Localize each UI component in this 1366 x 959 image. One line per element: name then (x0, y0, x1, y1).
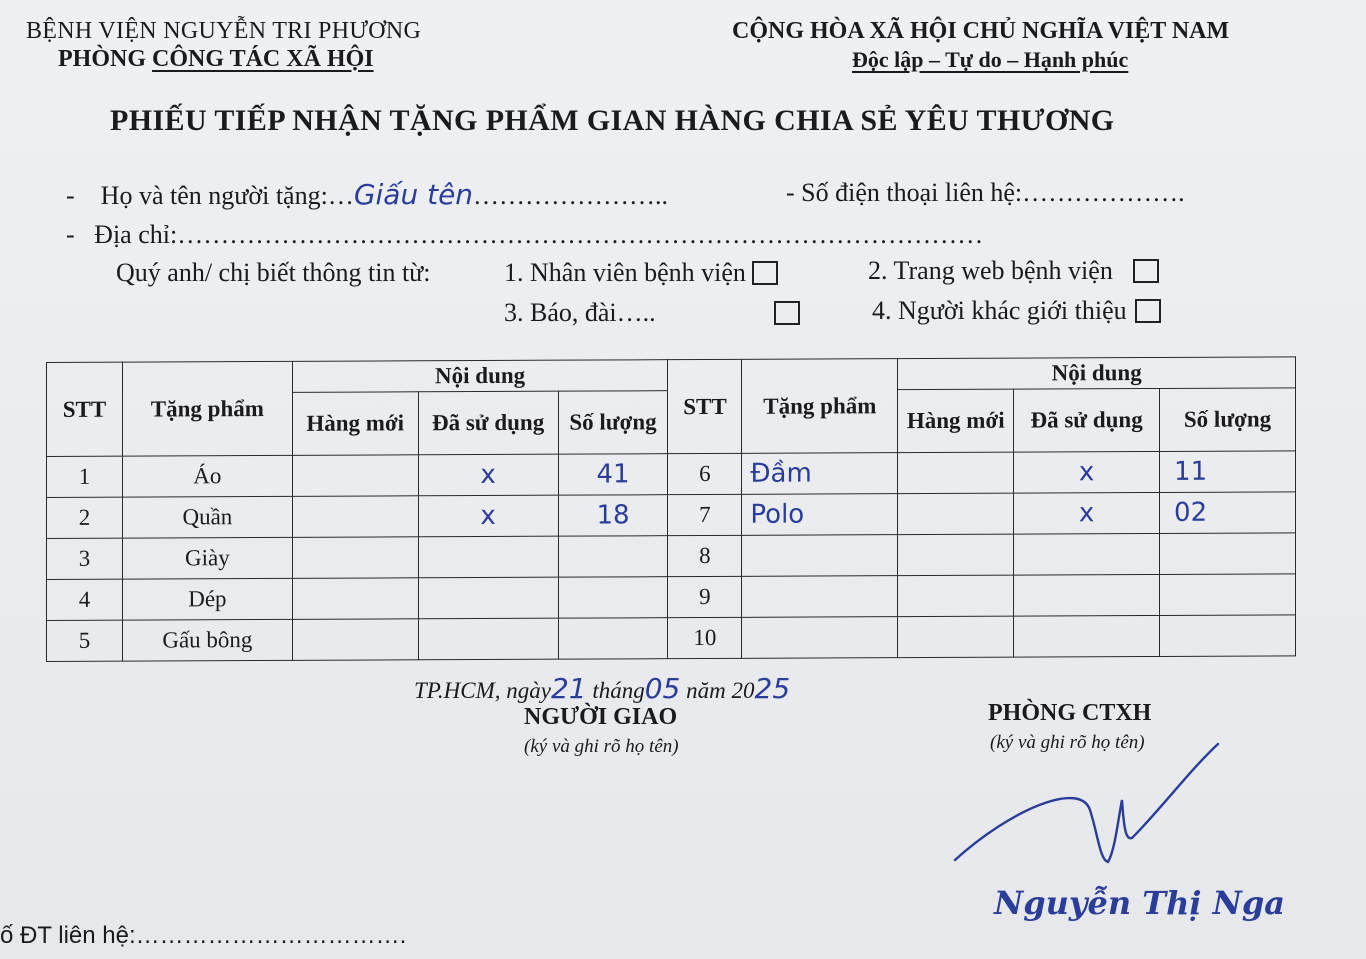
table-row (47, 451, 1296, 498)
new-cell (898, 575, 1014, 617)
office-subtitle: (ký và ghi rõ họ tên) (990, 732, 1145, 753)
used-cell: x (1014, 451, 1160, 493)
used-cell: x (418, 454, 558, 496)
item-header: Tặng phẩm (742, 359, 898, 454)
dots: ………………….. (473, 181, 669, 210)
date-year-label: năm 20 (686, 678, 755, 703)
bullet: - (66, 220, 95, 249)
used-cell (1014, 615, 1160, 657)
item-cell: Polo (742, 494, 898, 536)
stt-cell: 6 (668, 453, 742, 494)
stt-header: STT (47, 362, 123, 456)
phone-label: - Số điện thoại liên hệ: (786, 178, 1023, 207)
used-cell (418, 536, 558, 578)
giver-title: NGƯỜI GIAO (524, 704, 678, 730)
table-row (47, 492, 1296, 539)
date-month-label: tháng (592, 678, 645, 703)
option-3 (504, 298, 800, 328)
donor-name-label: Họ và tên người tặng: (100, 181, 328, 210)
address-line (66, 220, 983, 250)
item-cell: Đầm (742, 453, 898, 495)
new-header: Hàng mới (292, 392, 418, 456)
content-header: Nội dung (292, 360, 668, 393)
bullet: - (66, 181, 95, 210)
date-day: 21 (550, 672, 587, 705)
qty-cell (558, 577, 668, 618)
stt-cell: 1 (47, 456, 123, 497)
new-cell (898, 493, 1014, 535)
option-1-label: 1. Nhân viên bệnh viện (504, 258, 746, 287)
stt-cell: 10 (668, 617, 742, 658)
qty-cell: 41 (558, 454, 668, 495)
motto-text: Độc lập – Tự do – Hạnh phúc (852, 47, 1129, 72)
stt-cell: 3 (47, 538, 123, 579)
option-2-checkbox[interactable] (1133, 259, 1159, 283)
used-cell (418, 618, 558, 660)
item-cell: Gấu bông (122, 619, 292, 661)
qty-cell: 02 (1160, 492, 1296, 534)
qty-header: Số lượng (1160, 388, 1296, 452)
date-place: TP.HCM, ngày (414, 678, 551, 703)
new-cell (292, 619, 418, 661)
donor-name-line (66, 178, 668, 211)
stt-cell: 5 (47, 620, 123, 661)
dots: ………………………………………………………………………………… (177, 220, 984, 249)
content-header: Nội dung (898, 357, 1296, 390)
stt-cell: 9 (668, 576, 742, 617)
option-4 (872, 296, 1161, 326)
item-cell: Quần (122, 496, 292, 538)
item-cell (742, 576, 898, 618)
table-row (47, 533, 1296, 580)
hospital-name: BỆNH VIỆN NGUYỄN TRI PHƯƠNG (26, 18, 422, 44)
used-cell (418, 577, 558, 619)
qty-cell: 11 (1160, 451, 1296, 493)
stt-cell: 4 (47, 579, 123, 620)
qty-cell (558, 536, 668, 577)
option-1 (504, 258, 778, 288)
date-year-suffix: 25 (754, 672, 791, 705)
option-4-label: 4. Người khác giới thiệu (872, 296, 1127, 325)
phone-line (786, 178, 1185, 208)
item-cell: Dép (122, 578, 292, 620)
option-3-label: 3. Báo, đài….. (504, 298, 656, 327)
option-1-checkbox[interactable] (752, 261, 778, 285)
new-cell (292, 496, 418, 538)
country-name: CỘNG HÒA XÃ HỘI CHỦ NGHĨA VIỆT NAM (732, 18, 1230, 44)
department-label: CÔNG TÁC XÃ HỘI (152, 46, 374, 72)
donation-table (46, 356, 1296, 662)
item-cell: Áo (122, 455, 292, 497)
department-prefix: PHÒNG (58, 46, 146, 72)
stt-cell: 8 (668, 535, 742, 576)
new-cell (292, 578, 418, 620)
used-cell: x (418, 495, 558, 537)
qty-header: Số lượng (558, 391, 668, 454)
used-header: Đã sử dụng (418, 391, 558, 455)
signature-stroke (950, 740, 1230, 870)
new-cell (898, 534, 1014, 576)
qty-cell (1160, 615, 1296, 657)
dots: … (327, 181, 354, 210)
qty-cell (1160, 533, 1296, 575)
item-cell (742, 617, 898, 659)
option-3-checkbox[interactable] (774, 301, 800, 325)
table-row (47, 615, 1296, 662)
qty-cell: 18 (558, 495, 668, 536)
national-motto (852, 47, 1128, 73)
item-cell: Giày (122, 537, 292, 579)
stt-header: STT (668, 359, 742, 453)
new-cell (898, 616, 1014, 658)
qty-cell (1160, 574, 1296, 616)
date-line (414, 672, 790, 705)
item-header: Tặng phẩm (122, 361, 292, 456)
giver-subtitle: (ký và ghi rõ họ tên) (524, 736, 679, 757)
item-cell (742, 535, 898, 577)
new-cell (292, 537, 418, 579)
option-4-checkbox[interactable] (1135, 299, 1161, 323)
used-cell (1014, 574, 1160, 616)
department-name (58, 46, 374, 73)
donor-name-value: Giấu tên (353, 178, 474, 211)
office-signer-name: Nguyễn Thị Nga (994, 884, 1285, 922)
option-2 (868, 256, 1159, 286)
used-header: Đã sử dụng (1014, 388, 1160, 452)
option-2-label: 2. Trang web bệnh viện (868, 256, 1113, 285)
stt-cell: 2 (47, 497, 123, 538)
office-title: PHÒNG CTXH (988, 700, 1152, 726)
dots: ………………. (1022, 178, 1185, 207)
form-title: PHIẾU TIẾP NHẬN TẶNG PHẨM GIAN HÀNG CHIA SẺ YÊU THƯƠNG (110, 104, 1115, 137)
new-header: Hàng mới (898, 389, 1014, 453)
new-cell (292, 455, 418, 497)
address-label: Địa chỉ: (94, 220, 178, 249)
date-month: 05 (644, 672, 681, 705)
qty-cell (558, 618, 668, 659)
used-cell (1014, 533, 1160, 575)
table-row (47, 574, 1296, 621)
stt-cell: 7 (668, 494, 742, 535)
used-cell: x (1014, 492, 1160, 534)
new-cell (898, 452, 1014, 494)
footer-phone: ố ĐT liên hệ:……………………………. (0, 922, 407, 949)
source-label: Quý anh/ chị biết thông tin từ: (116, 258, 431, 287)
